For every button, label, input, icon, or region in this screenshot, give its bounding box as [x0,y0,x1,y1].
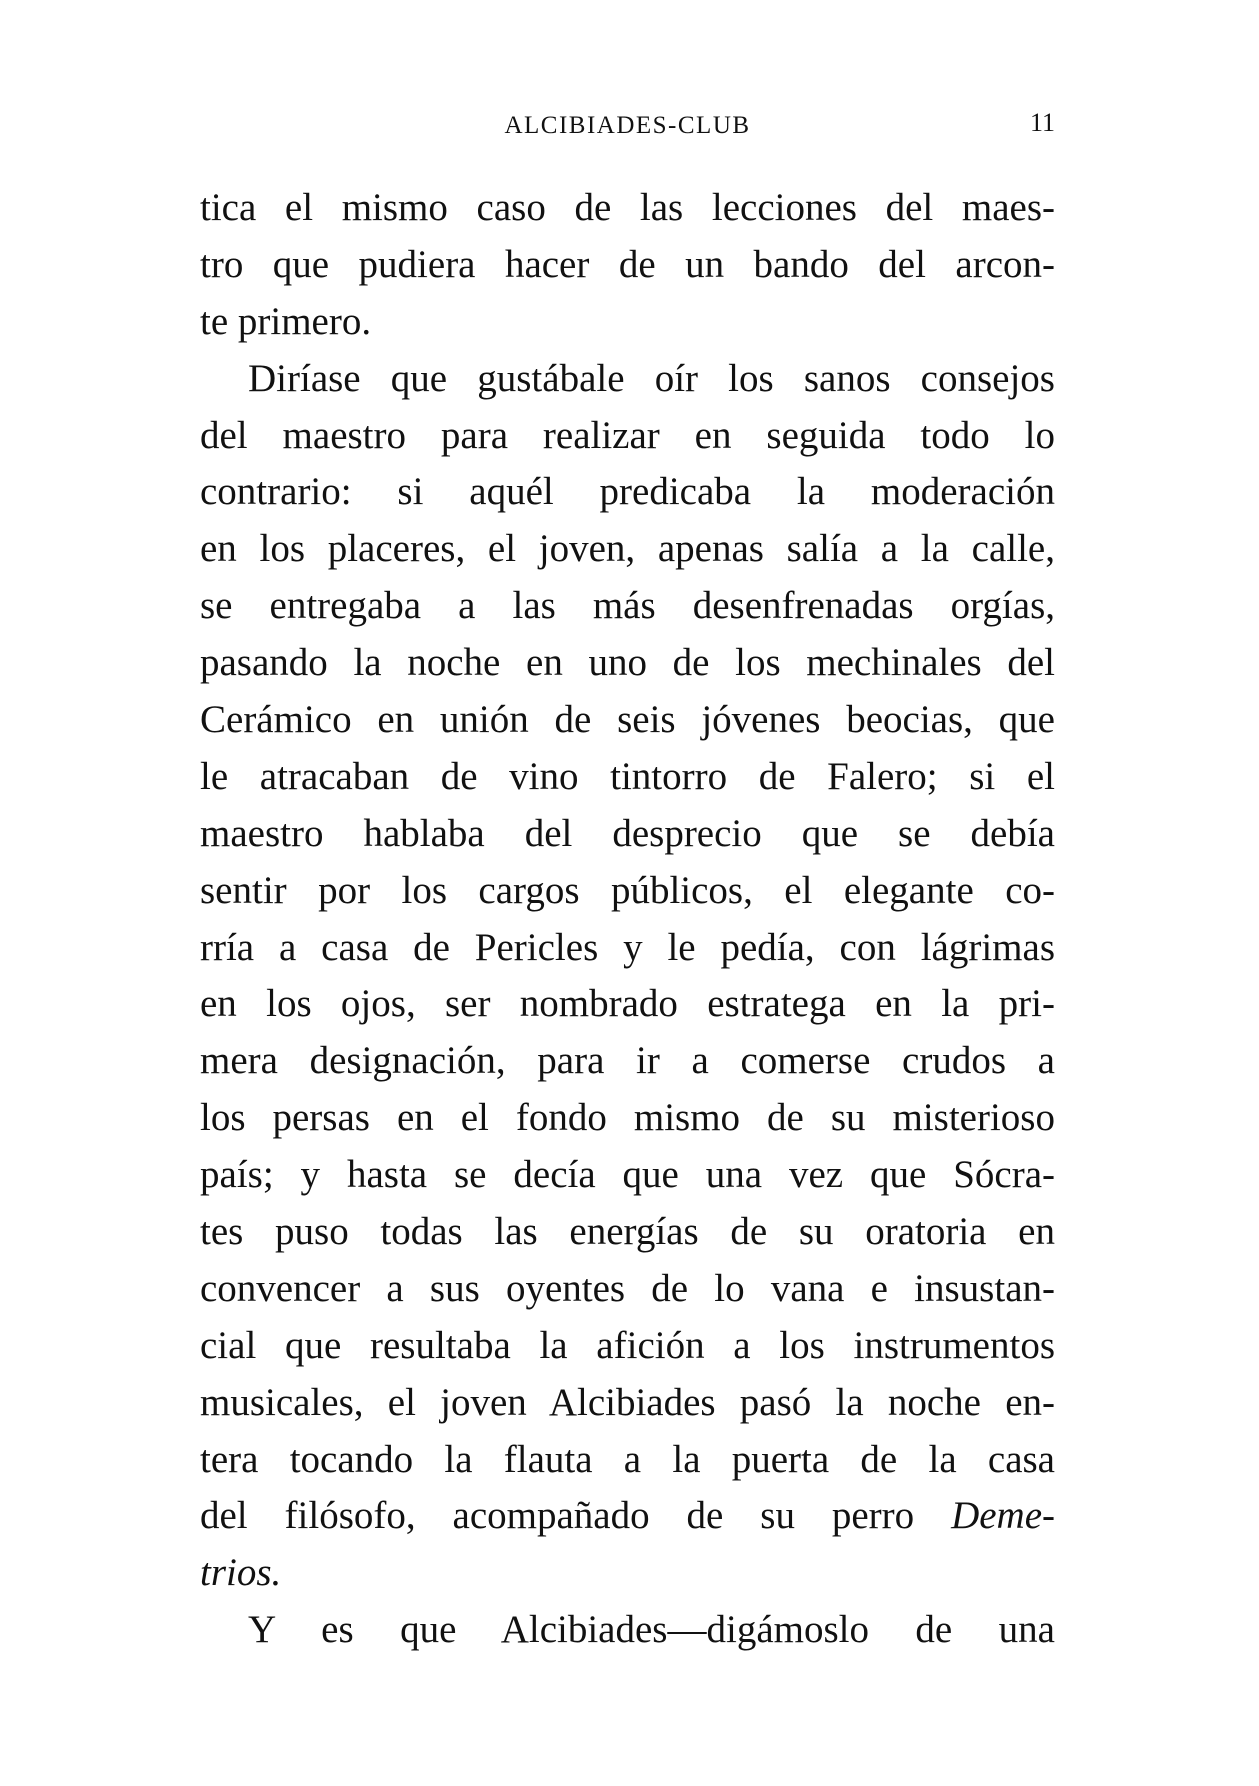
text-line-roman: tera tocando la flauta a la puerta de la casa [200,1437,1055,1481]
text-line: cial que resultaba la afición a los instrumentos [200,1323,1055,1367]
text-line: se entregaba a las más desenfrenadas orgías, [200,584,1055,628]
text-line: tes puso todas las energías de su oratoria en [200,1210,1055,1254]
running-head [200,108,1055,148]
text-line [200,1432,1055,1489]
paragraph-first-line: Y es que Alcibiades—digámoslo de una [248,1608,1055,1652]
text-line: los persas en el fondo mismo de su misterioso [200,1096,1055,1140]
text-line: mera designación, para ir a comerse crudos a [200,1039,1055,1083]
text-line: musicales, el joven Alcibiades pasó la noche en- [200,1380,1055,1424]
text-line: país; y hasta se decía que una vez que Sócra- [200,1153,1055,1197]
text-line: en los ojos, ser nombrado estratega en la pri- [200,982,1055,1026]
text-line: pasando la noche en uno de los mechinales del [200,641,1055,685]
body-text [200,180,1055,1659]
running-title: ALCIBIADES-CLUB [504,112,751,139]
text-line: te primero. [200,299,372,343]
text-line: sentir por los cargos públicos, el elegante co- [200,868,1055,912]
text-line: le atracaban de vino tintorro de Falero; si el [200,754,1055,798]
text-line: tica el mismo caso de las lecciones del maes- [200,186,1055,229]
text-line: contrario: si aquél predicaba la moderación [200,470,1055,514]
text-line: maestro hablaba del desprecio que se debía [200,811,1055,855]
page-number: 11 [1029,108,1055,137]
text-line: tro que pudiera hacer de un bando del arcon- [200,242,1055,286]
text-line-roman: del filósofo, acompañado de su perro [200,1494,952,1538]
text-line: Cerámico en unión de seis jóvenes beocias, que [200,698,1055,742]
paragraph-first-line: Diríase que gustábale oír los sanos consejos [248,356,1055,400]
text-line [200,1545,1055,1602]
text-line: en los placeres, el joven, apenas salía a la calle, [200,527,1055,571]
text-line: del maestro para realizar en seguida todo lo [200,413,1055,457]
italic-name-end: trios. [200,1551,282,1595]
italic-name: Deme- [951,1494,1055,1538]
text-line: rría a casa de Pericles y le pedía, con lágrimas [200,925,1055,969]
text-line: convencer a sus oyentes de lo vana e insustan- [200,1266,1055,1310]
text-line [200,1488,1055,1545]
